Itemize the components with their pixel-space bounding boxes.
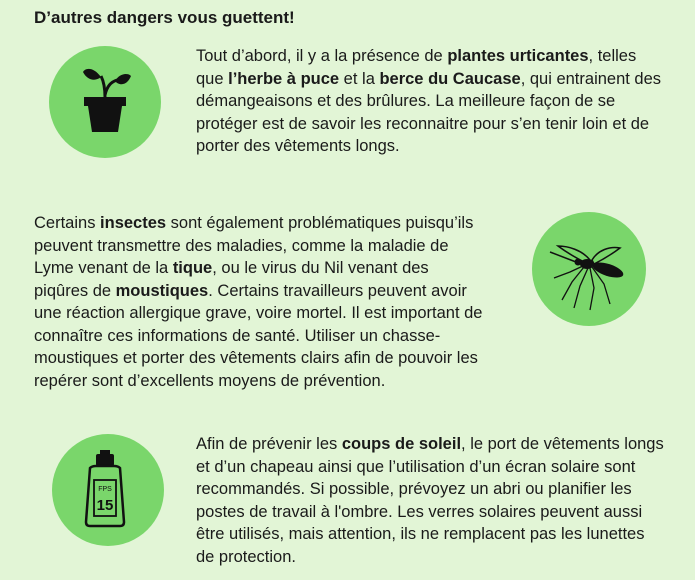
text-span: Tout d’abord, il y a la présence de [196, 47, 448, 65]
text-span: sont également problématiques puisqu’ils peuvent transmettre des maladies, comme la maladie de Lyme venant de la [34, 214, 474, 277]
insects-paragraph [34, 212, 484, 392]
text-span: , telles que [196, 47, 637, 88]
bold-herbe-a-puce: l’herbe à puce [228, 69, 340, 88]
bold-berce-du-caucase: berce du Caucase [379, 69, 521, 88]
bold-plantes-urticantes: plantes urticantes [447, 47, 589, 65]
text-span: Afin de prévenir les [196, 435, 342, 453]
plant-icon-circle [49, 46, 161, 158]
page-heading: D’autres dangers vous guettent! [34, 8, 295, 27]
text-span: et la [339, 69, 380, 88]
text-span: . Certains travailleurs peuvent avoir une réaction allergique grave, voire mortel. Il est important de connaître ces informations de santé. Utiliser un chasse-moustiques et porter des vêtements clairs afin de pouvoir les repérer sont d’excellents moyens de prévention. [34, 281, 483, 390]
plants-paragraph [196, 45, 666, 158]
potted-plant-icon [49, 46, 161, 158]
text-span: , ou le virus du Nil venant des piqûres de [34, 259, 429, 300]
bold-insectes: insectes [100, 214, 167, 232]
bold-moustiques: moustiques [115, 281, 209, 300]
sunscreen-bottle-icon [52, 434, 164, 546]
bold-tique: tique [172, 259, 213, 277]
sunscreen-icon-circle [52, 434, 164, 546]
mosquito-icon [532, 212, 646, 326]
bottle-label-fps: FPS [98, 486, 112, 493]
bold-coups-de-soleil: coups de soleil [341, 435, 462, 453]
text-span: , qui entrainent des démangeaisons et des brûlures. La meilleure façon de se protéger est de savoir les reconnaitre pour s’en tenir loin et de porter des vêtements longs. [196, 69, 662, 155]
sun-paragraph [196, 433, 666, 568]
bottle-label-number: 15 [96, 497, 114, 514]
text-span: Certains [34, 214, 101, 232]
mosquito-icon-circle [532, 212, 646, 326]
text-span: , le port de vêtements longs et d’un chapeau ainsi que l’utilisation d’un écran solaire sont recommandés. Si possible, prévoyez un abri ou planifier les postes de travail à l'ombre. Les verres solaires peuvent aussi être utilisés, mais attention, ils ne remplacent pas les lunettes de protection. [196, 435, 664, 566]
